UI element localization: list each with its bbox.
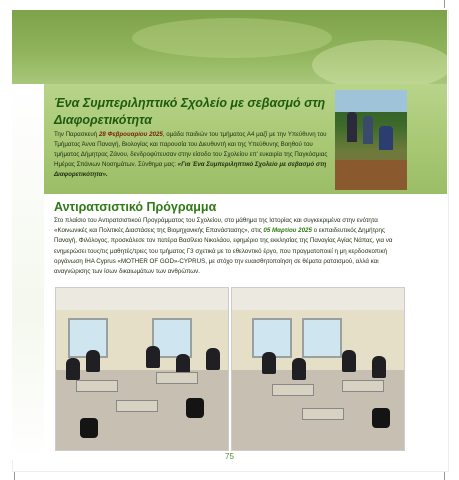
banner-decoration [132,18,332,58]
crop-mark [444,0,445,8]
section2-title: Αντιρατσιστικό Πρόγραμμα [54,200,217,214]
section2-date: 05 Μαρτίου 2025 [263,227,312,235]
page-number: 75 [225,452,234,461]
section1-text-start: Την Παρασκευή [54,131,99,138]
section1-text-end: , ομάδα παιδιών του τμήματος Α4 μαζί με την Υπεύθυνη του Τμήματος Άννα Παναγή, Βιολογίας και παρουσία του Διευθυντή και της Υπεύθυνης Βοηθού του τμήματος Δήμητρας Ζάνου, δενδροφύτευσαν στην είσοδο του Σχολείου επ' ευκαιρία της Παγκόσμιας Ημέρας Σπάνιων Νοσημάτων. [54,131,328,169]
section2-text-end: ο εκπαιδευτικός Δημήτρης Παναγή, Φιλόλογος, προσκάλεσε τον πατέρα Βασίλειο Νικολάου, εφημέριο της εκκλησίας της Παναγίας Αγίας Νάπας, για να ενημερώσει τους/τις μαθητές/τριες του τμήματος Γ3 σχετικά με το εθελοντικό έργο, που πραγματοποιεί η μη κερδοσκοπική οργάνωση IHA Cyprus «MOTHER OF GOD»-CYPRUS, με στόχο την ευαισθητοποίηση σε θέματα ρατσισμού, αλλά και αναγνώρισης των ίσων δικαιωμάτων των ανθρώπων. [54,227,393,276]
left-decorative-strip [12,84,44,460]
crop-mark [14,472,15,480]
section2-text-start: Στο πλαίσιο του Αντιρατσιστικού Προγράμματος του Σχολείου, στο μάθημα της Ιστορίας και συγκεκριμένα στην ενότητα «Κοινωνικές και Πολιτικές Διαστάσεις της Βιομηχανικής Επανάστασης», στις [54,217,378,235]
section1-date: 28 Φεβρουαρίου 2025 [98,131,163,138]
classroom-photo-left [55,287,229,451]
banner-decoration [312,40,447,84]
section2-paragraph [54,216,400,277]
crop-mark [444,472,445,480]
tree-planting-photo [335,90,407,190]
header-banner [12,10,447,84]
slogan: «Για Ένα Συμπεριληπτικό Σχολείο με σεβασμό στη Διαφορετικότητα». [54,161,327,179]
classroom-photo-right [231,287,405,451]
section1-title: Ένα Συμπεριληπτικό Σχολείο με σεβασμό στη Διαφορετικότητα [54,96,326,127]
slogan-prefix: Σύνθημα μας: [138,161,178,169]
section1-paragraph [54,130,334,180]
